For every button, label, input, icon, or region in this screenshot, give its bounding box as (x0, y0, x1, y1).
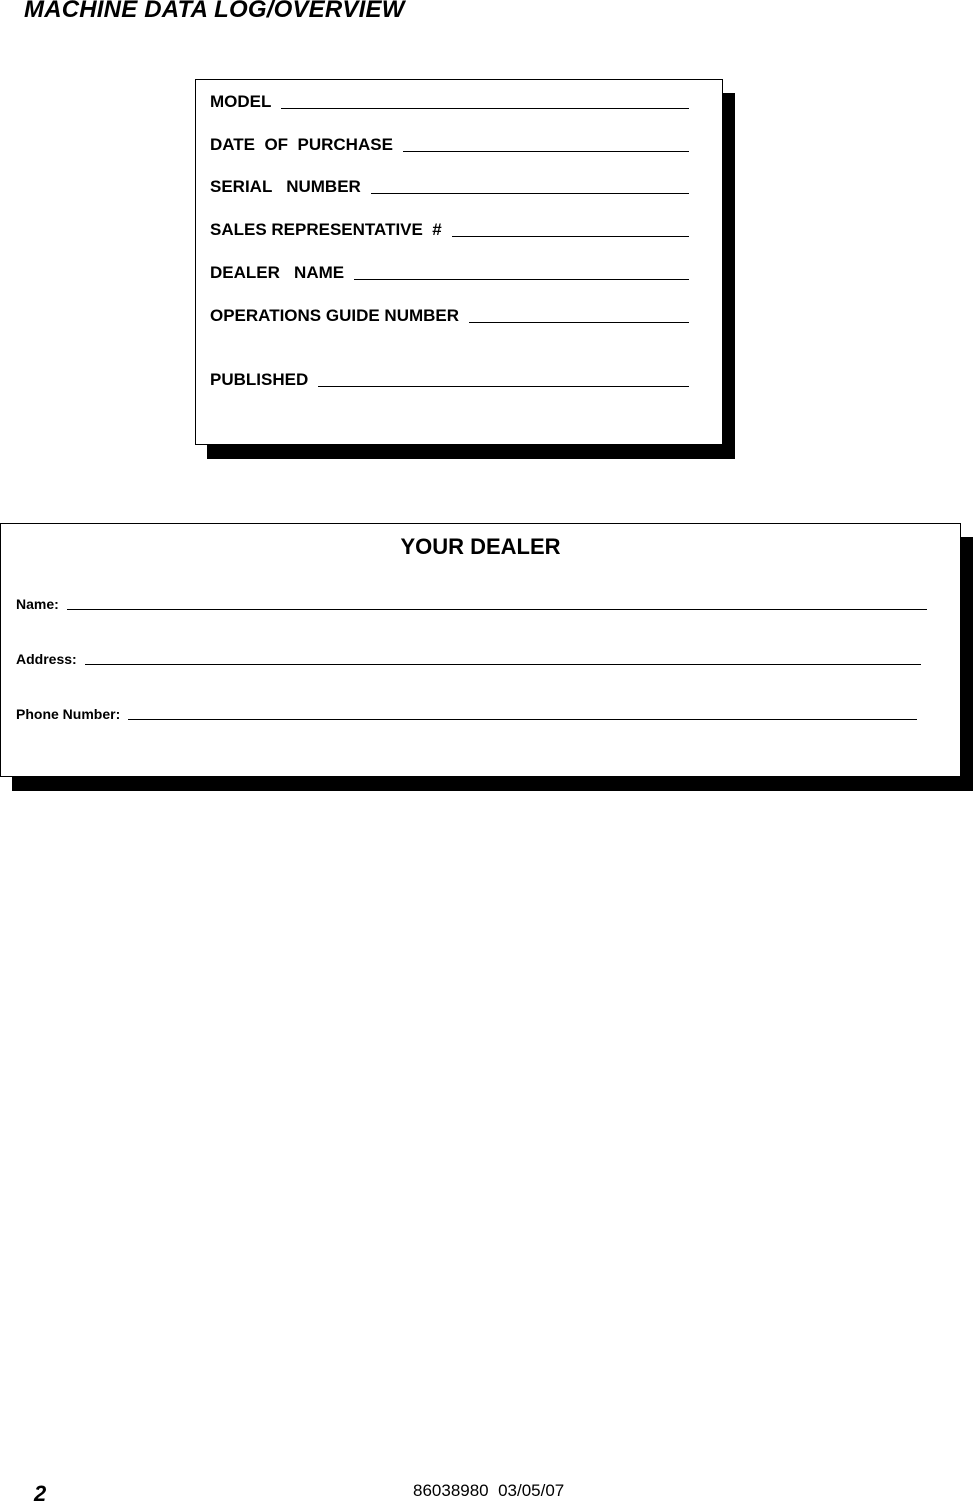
model-field[interactable] (210, 92, 689, 112)
dealer-address-label: Address: (16, 651, 77, 667)
operations-guide-number-field[interactable] (210, 306, 689, 326)
date-of-purchase-label: DATE OF PURCHASE (210, 135, 393, 154)
dealer-name-input-field[interactable] (16, 596, 927, 612)
serial-number-field[interactable] (210, 177, 689, 197)
date-of-purchase-blank-line (403, 150, 689, 152)
page-title: MACHINE DATA LOG/OVERVIEW (24, 0, 405, 23)
published-label: PUBLISHED (210, 370, 309, 389)
page-number: 2 (34, 1481, 47, 1506)
model-blank-line (281, 107, 689, 109)
dealer-name-blank-line (354, 278, 689, 280)
machine-data-box (195, 79, 723, 445)
dealer-name-input-label: Name: (16, 596, 59, 612)
operations-guide-number-label: OPERATIONS GUIDE NUMBER (210, 306, 460, 325)
dealer-phone-field[interactable] (16, 706, 917, 722)
operations-guide-number-blank-line (469, 321, 689, 323)
serial-number-label: SERIAL NUMBER (210, 177, 361, 196)
dealer-name-field[interactable] (210, 263, 689, 283)
model-label: MODEL (210, 92, 272, 111)
sales-representative-blank-line (452, 235, 689, 237)
sales-representative-field[interactable] (210, 220, 689, 240)
document-code: 86038980 03/05/07 (413, 1481, 565, 1500)
your-dealer-box (0, 523, 961, 777)
serial-number-blank-line (371, 192, 689, 194)
published-blank-line (318, 385, 689, 387)
dealer-phone-label: Phone Number: (16, 706, 121, 722)
date-of-purchase-field[interactable] (210, 135, 689, 155)
dealer-phone-line (128, 718, 917, 720)
published-field[interactable] (210, 370, 689, 390)
dealer-heading: YOUR DEALER (400, 534, 561, 559)
dealer-name-label: DEALER NAME (210, 263, 345, 282)
dealer-address-line (85, 663, 921, 665)
sales-representative-label: SALES REPRESENTATIVE # (210, 220, 442, 239)
dealer-address-field[interactable] (16, 651, 921, 667)
dealer-name-input-line (67, 608, 927, 610)
